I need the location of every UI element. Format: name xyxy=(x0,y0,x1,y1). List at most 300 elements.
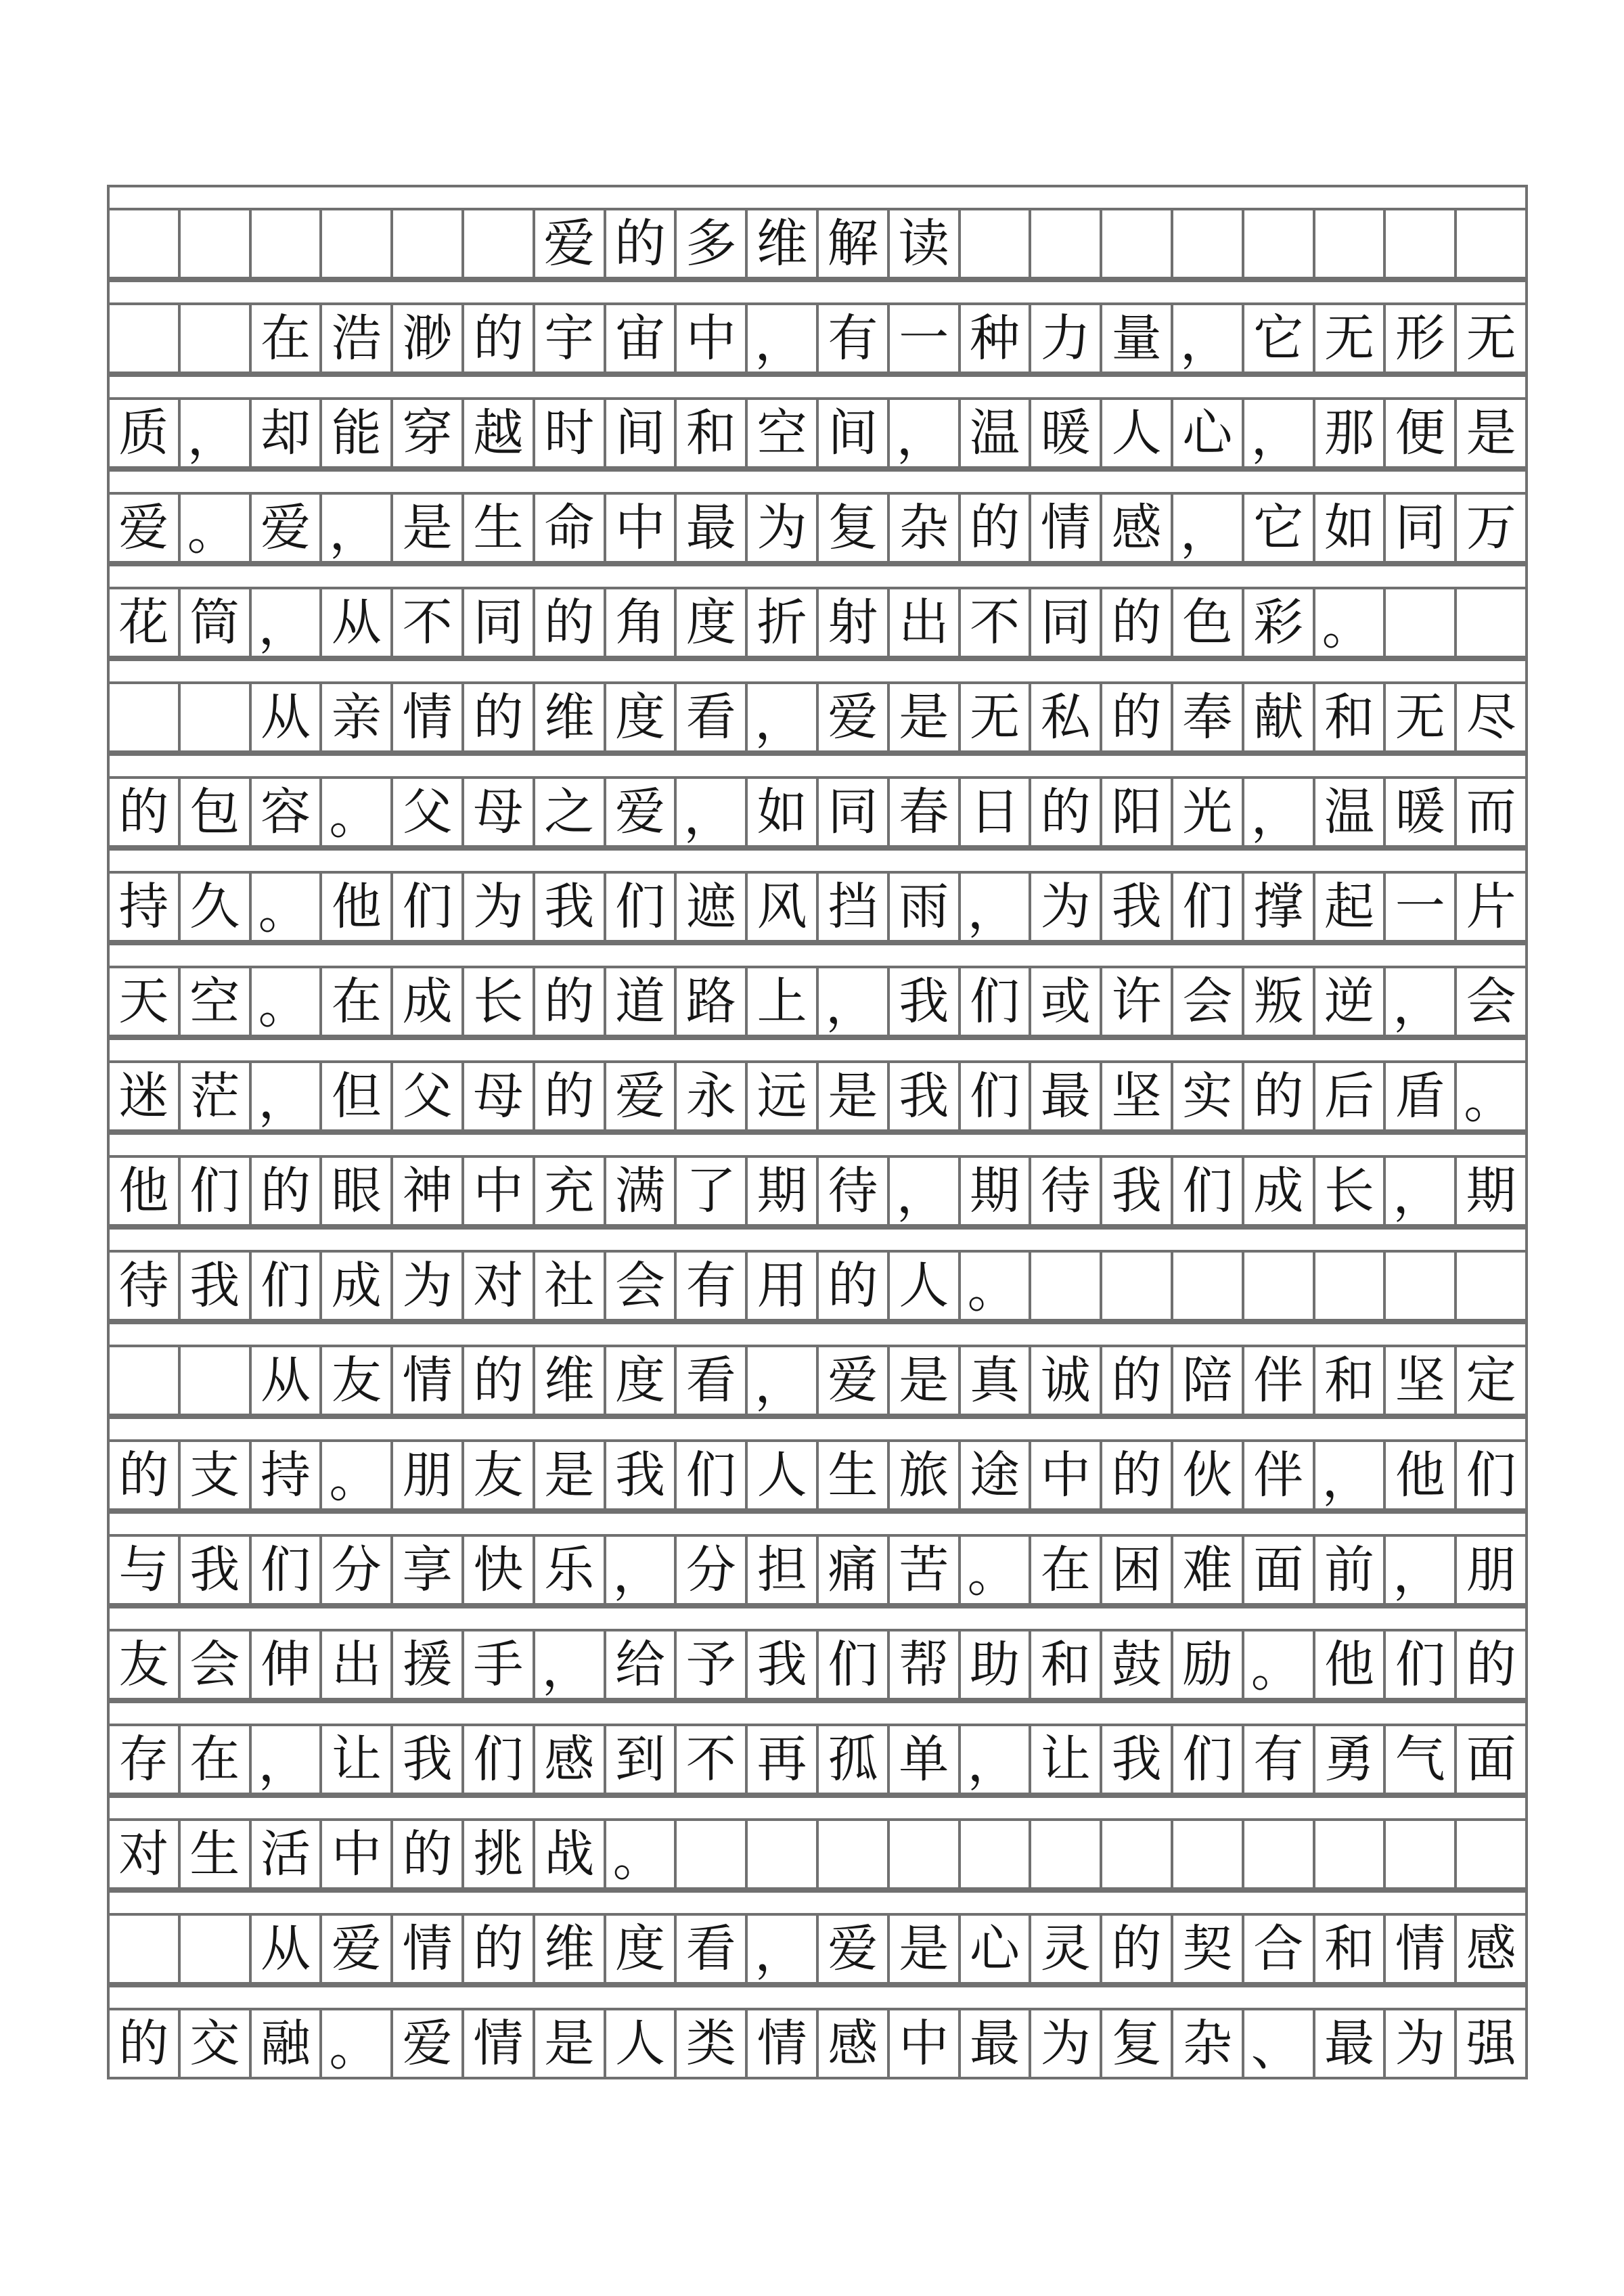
char-cell: 和 xyxy=(1315,1916,1386,1982)
char-cell: 同 xyxy=(464,589,535,656)
char-cell: 度 xyxy=(606,1347,677,1414)
text-row xyxy=(107,1818,1528,1890)
char-cell: 暖 xyxy=(1031,400,1102,466)
char-cell: 无 xyxy=(1315,305,1386,372)
manuscript-grid-paper xyxy=(107,185,1528,2079)
char-cell: 单 xyxy=(890,1726,961,1793)
char-cell: 宇 xyxy=(535,305,606,372)
text-row xyxy=(107,397,1528,469)
char-cell: ， xyxy=(1386,1537,1457,1603)
char-cell: 力 xyxy=(1031,305,1102,372)
text-row xyxy=(107,1629,1528,1701)
char-cell: 最 xyxy=(1315,2010,1386,2077)
char-cell: 定 xyxy=(1457,1347,1528,1414)
char-cell: 在 xyxy=(1031,1537,1102,1603)
char-cell: 和 xyxy=(1031,1631,1102,1698)
text-row xyxy=(107,776,1528,848)
char-cell: 诚 xyxy=(1031,1347,1102,1414)
char-cell: 日 xyxy=(961,779,1032,845)
char-cell: 的 xyxy=(819,1253,890,1319)
char-cell: 无 xyxy=(1386,684,1457,750)
empty-cell xyxy=(110,684,181,750)
empty-cell xyxy=(1031,210,1102,277)
char-cell: ， xyxy=(1386,1158,1457,1224)
text-row xyxy=(107,966,1528,1037)
char-cell: 筒 xyxy=(181,589,252,656)
char-cell: 心 xyxy=(1173,400,1244,466)
char-cell: 会 xyxy=(1457,968,1528,1035)
char-cell: 是 xyxy=(1457,400,1528,466)
row-gap xyxy=(107,1701,1528,1724)
char-cell: 同 xyxy=(1031,589,1102,656)
text-row xyxy=(107,1345,1528,1416)
char-cell: 享 xyxy=(393,1537,464,1603)
char-cell: 我 xyxy=(890,1063,961,1129)
empty-cell xyxy=(1173,1821,1244,1887)
char-cell: ， xyxy=(748,305,819,372)
char-cell: 持 xyxy=(252,1442,323,1508)
char-cell: ， xyxy=(1173,495,1244,561)
char-cell: 期 xyxy=(748,1158,819,1224)
char-cell: 爱 xyxy=(819,1347,890,1414)
char-cell: 看 xyxy=(677,684,748,750)
char-cell: 我 xyxy=(181,1253,252,1319)
char-cell: 看 xyxy=(677,1347,748,1414)
char-cell: 同 xyxy=(1386,495,1457,561)
char-cell: 们 xyxy=(1457,1442,1528,1508)
char-cell: 面 xyxy=(1457,1726,1528,1793)
empty-cell xyxy=(1457,1821,1528,1887)
char-cell: 空 xyxy=(748,400,819,466)
char-cell: ， xyxy=(961,874,1032,940)
char-cell: 。 xyxy=(252,968,323,1035)
char-cell: 中 xyxy=(606,495,677,561)
char-cell: 间 xyxy=(606,400,677,466)
char-cell: 杂 xyxy=(890,495,961,561)
char-cell: 是 xyxy=(535,2010,606,2077)
row-gap xyxy=(107,753,1528,776)
empty-cell xyxy=(181,210,252,277)
row-gap xyxy=(107,185,1528,208)
empty-cell xyxy=(110,305,181,372)
char-cell: 们 xyxy=(1173,874,1244,940)
char-cell: 成 xyxy=(1244,1158,1315,1224)
empty-cell xyxy=(181,1916,252,1982)
char-cell: ， xyxy=(252,589,323,656)
char-cell: 在 xyxy=(181,1726,252,1793)
char-cell: 苦 xyxy=(890,1537,961,1603)
char-cell: 充 xyxy=(535,1158,606,1224)
char-cell: 担 xyxy=(748,1537,819,1603)
char-cell: 我 xyxy=(393,1726,464,1793)
char-cell: 叛 xyxy=(1244,968,1315,1035)
text-row xyxy=(107,1155,1528,1227)
char-cell: 容 xyxy=(252,779,323,845)
char-cell: 。 xyxy=(1244,1631,1315,1698)
empty-cell xyxy=(393,210,464,277)
empty-cell xyxy=(1457,1253,1528,1319)
empty-cell xyxy=(181,684,252,750)
char-cell: 的 xyxy=(110,2010,181,2077)
char-cell: 中 xyxy=(677,305,748,372)
char-cell: 许 xyxy=(1102,968,1173,1035)
char-cell: 生 xyxy=(819,1442,890,1508)
char-cell: 远 xyxy=(748,1063,819,1129)
char-cell: 时 xyxy=(535,400,606,466)
char-cell: 生 xyxy=(464,495,535,561)
row-gap xyxy=(107,1606,1528,1629)
char-cell: 类 xyxy=(677,2010,748,2077)
empty-cell xyxy=(961,210,1032,277)
title-char-cell: 维 xyxy=(748,210,819,277)
char-cell: 的 xyxy=(1244,1063,1315,1129)
char-cell: 。 xyxy=(1457,1063,1528,1129)
char-cell: 分 xyxy=(677,1537,748,1603)
char-cell: 们 xyxy=(393,874,464,940)
char-cell: 的 xyxy=(535,1063,606,1129)
char-cell: ， xyxy=(819,968,890,1035)
char-cell: 路 xyxy=(677,968,748,1035)
char-cell: 无 xyxy=(961,684,1032,750)
char-cell: 难 xyxy=(1173,1537,1244,1603)
char-cell: 分 xyxy=(322,1537,393,1603)
char-cell: 予 xyxy=(677,1631,748,1698)
char-cell: 会 xyxy=(181,1631,252,1698)
char-cell: 的 xyxy=(464,305,535,372)
char-cell: 风 xyxy=(748,874,819,940)
char-cell: 励 xyxy=(1173,1631,1244,1698)
char-cell: 的 xyxy=(110,1442,181,1508)
char-cell: ， xyxy=(961,1726,1032,1793)
char-cell: 孤 xyxy=(819,1726,890,1793)
char-cell: 待 xyxy=(110,1253,181,1319)
char-cell: 但 xyxy=(322,1063,393,1129)
char-cell: 交 xyxy=(181,2010,252,2077)
char-cell: 爱 xyxy=(819,684,890,750)
char-cell: 情 xyxy=(1386,1916,1457,1982)
row-gap xyxy=(107,1985,1528,2008)
char-cell: 神 xyxy=(393,1158,464,1224)
char-cell: 为 xyxy=(1031,874,1102,940)
char-cell: 真 xyxy=(961,1347,1032,1414)
char-cell: 途 xyxy=(961,1442,1032,1508)
char-cell: 的 xyxy=(1102,1347,1173,1414)
empty-cell xyxy=(322,210,393,277)
char-cell: 的 xyxy=(464,1347,535,1414)
title-char-cell: 解 xyxy=(819,210,890,277)
char-cell: 是 xyxy=(890,684,961,750)
char-cell: 爱 xyxy=(110,495,181,561)
empty-cell xyxy=(110,1347,181,1414)
char-cell: 色 xyxy=(1173,589,1244,656)
char-cell: 前 xyxy=(1315,1537,1386,1603)
char-cell: 彩 xyxy=(1244,589,1315,656)
char-cell: 质 xyxy=(110,400,181,466)
char-cell: 宙 xyxy=(606,305,677,372)
char-cell: 。 xyxy=(322,2010,393,2077)
char-cell: 是 xyxy=(393,495,464,561)
char-cell: 情 xyxy=(393,1916,464,1982)
char-cell: 友 xyxy=(464,1442,535,1508)
char-cell: 感 xyxy=(1457,1916,1528,1982)
char-cell: 情 xyxy=(393,1347,464,1414)
char-cell: 的 xyxy=(1102,589,1173,656)
char-cell: 是 xyxy=(890,1347,961,1414)
char-cell: 为 xyxy=(393,1253,464,1319)
char-cell: 成 xyxy=(393,968,464,1035)
char-cell: ， xyxy=(1244,400,1315,466)
empty-cell xyxy=(1102,210,1173,277)
char-cell: 到 xyxy=(606,1726,677,1793)
char-cell: 后 xyxy=(1315,1063,1386,1129)
char-cell: 用 xyxy=(748,1253,819,1319)
char-cell: 对 xyxy=(464,1253,535,1319)
char-cell: 渺 xyxy=(393,305,464,372)
char-cell: 花 xyxy=(110,589,181,656)
char-cell: 量 xyxy=(1102,305,1173,372)
char-cell: 有 xyxy=(819,305,890,372)
text-row xyxy=(107,1534,1528,1606)
char-cell: 有 xyxy=(677,1253,748,1319)
char-cell: 强 xyxy=(1457,2010,1528,2077)
char-cell: 或 xyxy=(1031,968,1102,1035)
char-cell: 逆 xyxy=(1315,968,1386,1035)
char-cell: 我 xyxy=(181,1537,252,1603)
text-row xyxy=(107,681,1528,753)
char-cell: 遮 xyxy=(677,874,748,940)
empty-cell xyxy=(110,1916,181,1982)
char-cell: 对 xyxy=(110,1821,181,1887)
char-cell: 旅 xyxy=(890,1442,961,1508)
empty-cell xyxy=(1173,1253,1244,1319)
char-cell: 坚 xyxy=(1386,1347,1457,1414)
char-cell: 一 xyxy=(1386,874,1457,940)
char-cell: 存 xyxy=(110,1726,181,1793)
char-cell: 空 xyxy=(181,968,252,1035)
char-cell: 为 xyxy=(1031,2010,1102,2077)
char-cell: 情 xyxy=(393,684,464,750)
row-gap xyxy=(107,1416,1528,1439)
empty-cell xyxy=(1386,589,1457,656)
char-cell: 亲 xyxy=(322,684,393,750)
char-cell: 契 xyxy=(1173,1916,1244,1982)
char-cell: 。 xyxy=(181,495,252,561)
empty-cell xyxy=(1315,1821,1386,1887)
char-cell: 的 xyxy=(393,1821,464,1887)
char-cell: 看 xyxy=(677,1916,748,1982)
char-cell: 茫 xyxy=(181,1063,252,1129)
char-cell: 们 xyxy=(464,1726,535,1793)
char-cell: 他 xyxy=(110,1158,181,1224)
char-cell: 种 xyxy=(961,305,1032,372)
char-cell: 暖 xyxy=(1386,779,1457,845)
title-char-cell: 多 xyxy=(677,210,748,277)
char-cell: 如 xyxy=(748,779,819,845)
row-gap xyxy=(107,1511,1528,1534)
char-cell: 献 xyxy=(1244,684,1315,750)
title-row xyxy=(107,208,1528,279)
char-cell: 片 xyxy=(1457,874,1528,940)
char-cell: ， xyxy=(890,1158,961,1224)
empty-cell xyxy=(1244,210,1315,277)
char-cell: 奉 xyxy=(1173,684,1244,750)
char-cell: 从 xyxy=(322,589,393,656)
char-cell: 越 xyxy=(464,400,535,466)
char-cell: 一 xyxy=(890,305,961,372)
row-gap xyxy=(107,1132,1528,1155)
char-cell: 融 xyxy=(252,2010,323,2077)
char-cell: 再 xyxy=(748,1726,819,1793)
char-cell: 如 xyxy=(1315,495,1386,561)
char-cell: 他 xyxy=(322,874,393,940)
char-cell: 在 xyxy=(252,305,323,372)
char-cell: 的 xyxy=(535,589,606,656)
char-cell: 合 xyxy=(1244,1916,1315,1982)
char-cell: 和 xyxy=(677,400,748,466)
char-cell: 父 xyxy=(393,1063,464,1129)
row-gap xyxy=(107,658,1528,681)
row-gap xyxy=(107,943,1528,966)
char-cell: ， xyxy=(1244,779,1315,845)
char-cell: 待 xyxy=(819,1158,890,1224)
empty-cell xyxy=(748,1821,819,1887)
empty-cell xyxy=(890,1821,961,1887)
text-row xyxy=(107,492,1528,564)
char-cell: 有 xyxy=(1244,1726,1315,1793)
char-cell: 从 xyxy=(252,684,323,750)
char-cell: 道 xyxy=(606,968,677,1035)
char-cell: 。 xyxy=(606,1821,677,1887)
char-cell: 迷 xyxy=(110,1063,181,1129)
char-cell: 浩 xyxy=(322,305,393,372)
char-cell: 生 xyxy=(181,1821,252,1887)
text-row xyxy=(107,871,1528,943)
char-cell: 援 xyxy=(393,1631,464,1698)
char-cell: 给 xyxy=(606,1631,677,1698)
char-cell: 人 xyxy=(890,1253,961,1319)
char-cell: 爱 xyxy=(819,1916,890,1982)
char-cell: 们 xyxy=(819,1631,890,1698)
char-cell: 无 xyxy=(1457,305,1528,372)
char-cell: 杂 xyxy=(1173,2010,1244,2077)
row-gap xyxy=(107,1795,1528,1818)
char-cell: 他 xyxy=(1386,1442,1457,1508)
char-cell: 。 xyxy=(961,1537,1032,1603)
char-cell: 鼓 xyxy=(1102,1631,1173,1698)
char-cell: 爱 xyxy=(606,779,677,845)
empty-cell xyxy=(961,1821,1032,1887)
empty-cell xyxy=(1386,1821,1457,1887)
char-cell: ， xyxy=(181,400,252,466)
char-cell: 们 xyxy=(252,1253,323,1319)
char-cell: ， xyxy=(1315,1442,1386,1508)
text-row xyxy=(107,2008,1528,2079)
char-cell: 。 xyxy=(322,779,393,845)
char-cell: 长 xyxy=(1315,1158,1386,1224)
char-cell: 的 xyxy=(535,968,606,1035)
char-cell: ， xyxy=(252,1063,323,1129)
text-row xyxy=(107,1724,1528,1795)
char-cell: 活 xyxy=(252,1821,323,1887)
char-cell: ， xyxy=(748,684,819,750)
empty-cell xyxy=(1457,589,1528,656)
char-cell: 温 xyxy=(1315,779,1386,845)
char-cell: 最 xyxy=(677,495,748,561)
row-gap xyxy=(107,374,1528,397)
char-cell: 期 xyxy=(1457,1158,1528,1224)
char-cell: ， xyxy=(322,495,393,561)
char-cell: ， xyxy=(252,1726,323,1793)
char-cell: 复 xyxy=(1102,2010,1173,2077)
char-cell: 的 xyxy=(1457,1631,1528,1698)
char-cell: 。 xyxy=(252,874,323,940)
char-cell: 而 xyxy=(1457,779,1528,845)
char-cell: 撑 xyxy=(1244,874,1315,940)
char-cell: 挡 xyxy=(819,874,890,940)
empty-cell xyxy=(1102,1821,1173,1887)
empty-cell xyxy=(1386,1253,1457,1319)
char-cell: 和 xyxy=(1315,1347,1386,1414)
char-cell: 支 xyxy=(181,1442,252,1508)
char-cell: 坚 xyxy=(1102,1063,1173,1129)
text-row xyxy=(107,1060,1528,1132)
char-cell: 的 xyxy=(1031,779,1102,845)
text-row xyxy=(107,302,1528,374)
char-cell: 挑 xyxy=(464,1821,535,1887)
empty-cell xyxy=(1457,210,1528,277)
empty-cell xyxy=(1244,1821,1315,1887)
char-cell: 春 xyxy=(890,779,961,845)
char-cell: 情 xyxy=(464,2010,535,2077)
char-cell: 伙 xyxy=(1173,1442,1244,1508)
char-cell: 维 xyxy=(535,1916,606,1982)
char-cell: 为 xyxy=(464,874,535,940)
char-cell: 伸 xyxy=(252,1631,323,1698)
char-cell: 我 xyxy=(1102,1158,1173,1224)
char-cell: 的 xyxy=(1102,684,1173,750)
char-cell: 上 xyxy=(748,968,819,1035)
char-cell: ， xyxy=(677,779,748,845)
char-cell: 万 xyxy=(1457,495,1528,561)
char-cell: 。 xyxy=(322,1442,393,1508)
char-cell: 度 xyxy=(677,589,748,656)
char-cell: 和 xyxy=(1315,684,1386,750)
char-cell: 温 xyxy=(961,400,1032,466)
char-cell: 面 xyxy=(1244,1537,1315,1603)
char-cell: 们 xyxy=(181,1158,252,1224)
char-cell: 的 xyxy=(1102,1442,1173,1508)
char-cell: 成 xyxy=(322,1253,393,1319)
char-cell: 度 xyxy=(606,1916,677,1982)
empty-cell xyxy=(181,305,252,372)
char-cell: 不 xyxy=(677,1726,748,1793)
char-cell: ， xyxy=(1173,305,1244,372)
char-cell: 我 xyxy=(535,874,606,940)
char-cell: 、 xyxy=(1244,2010,1315,2077)
empty-cell xyxy=(1031,1253,1102,1319)
char-cell: 出 xyxy=(890,589,961,656)
empty-cell xyxy=(677,1821,748,1887)
char-cell: 是 xyxy=(819,1063,890,1129)
char-cell: 持 xyxy=(110,874,181,940)
char-cell: 从 xyxy=(252,1916,323,1982)
char-cell: ， xyxy=(535,1631,606,1698)
char-cell: ， xyxy=(748,1916,819,1982)
char-cell: 盾 xyxy=(1386,1063,1457,1129)
char-cell: 中 xyxy=(1031,1442,1102,1508)
char-cell: 人 xyxy=(1102,400,1173,466)
char-cell: 间 xyxy=(819,400,890,466)
